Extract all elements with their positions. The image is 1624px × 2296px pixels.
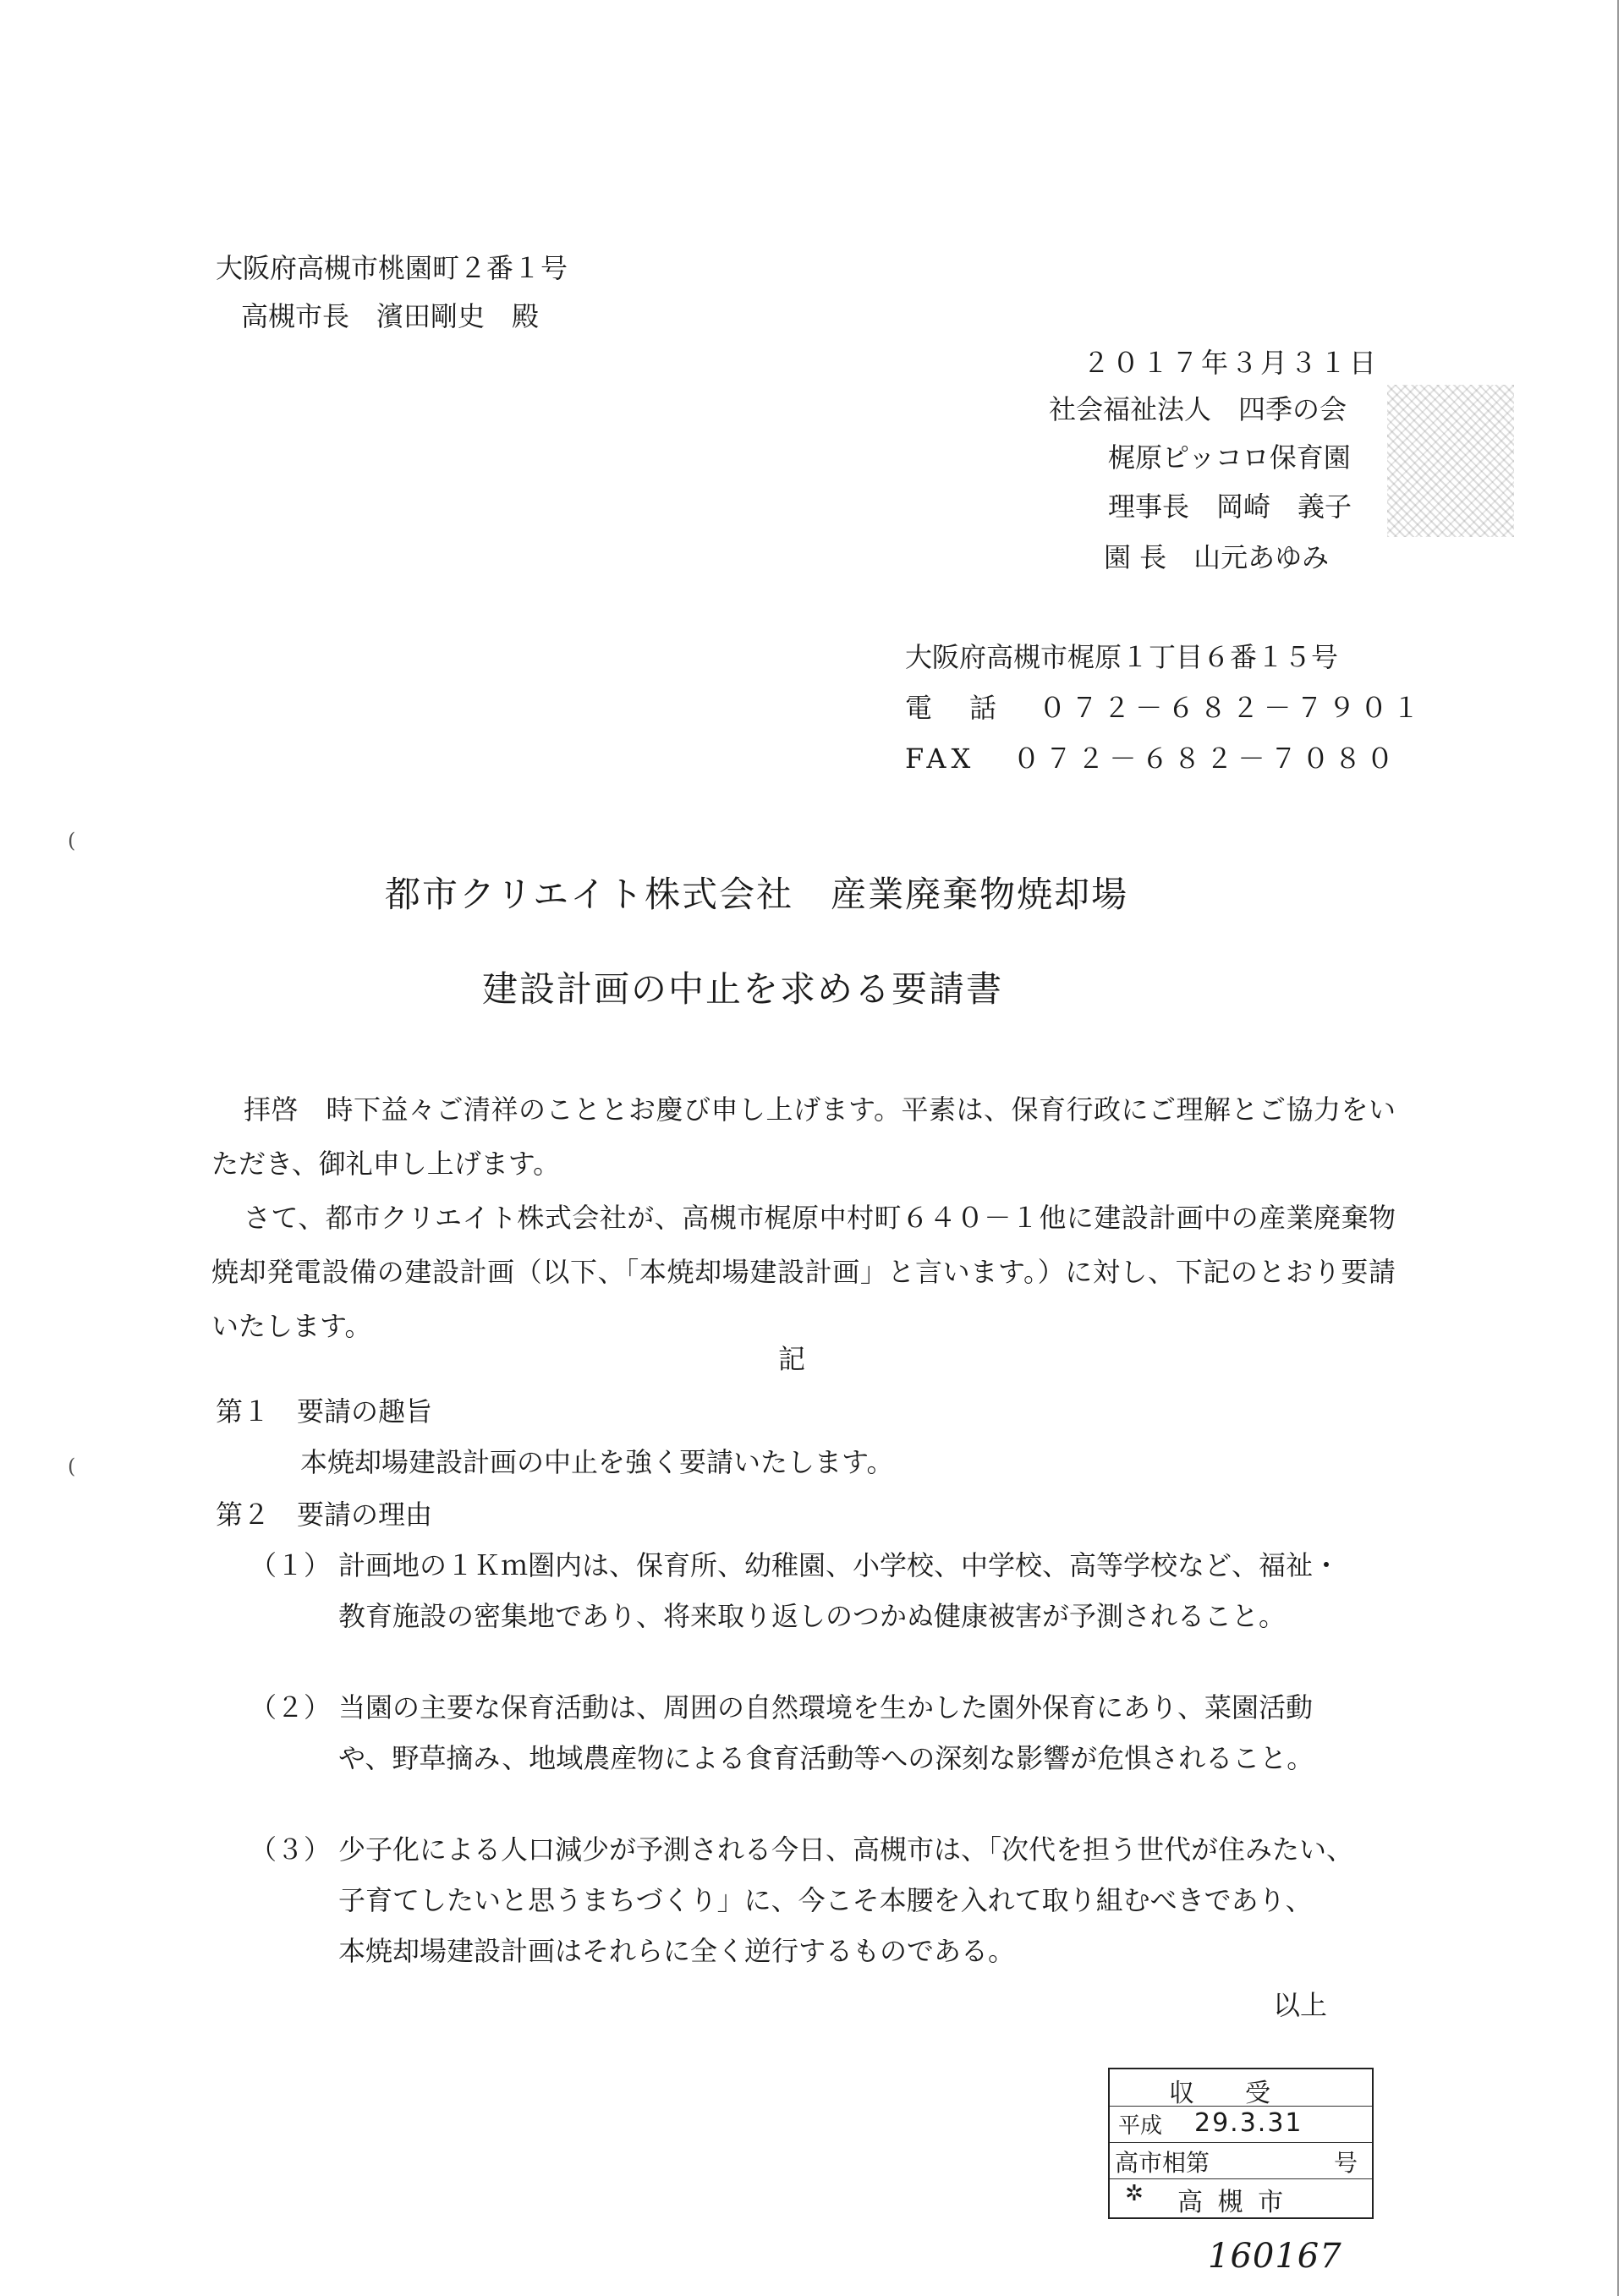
stamp-office: 高市相第 [1115, 2149, 1210, 2177]
reason-2-line1: 当園の主要な保育活動は、周囲の自然環境を生かした園外保育にあり、菜園活動 [338, 1691, 1314, 1723]
scan-mark-1: ( [68, 829, 76, 852]
document-title-line1: 都市クリエイト株式会社 産業廃棄物焼却場 [385, 874, 1129, 915]
sender-address: 大阪府高槻市梶原１丁目６番１５号 [905, 641, 1339, 673]
addressee-name: 高槻市長 濱田剛史 殿 [241, 300, 540, 332]
sender-fax [905, 743, 1399, 775]
phone-number: ０７２－６８２－７９０１ [1039, 692, 1425, 724]
stamp-city-row [1110, 2178, 1372, 2215]
sender-facility: 梶原ピッコロ保育園 [1108, 441, 1351, 474]
sender-org: 社会福祉法人 四季の会 [1049, 393, 1347, 425]
sender-chairman: 理事長 岡崎 義子 [1108, 490, 1352, 523]
stamp-header: 収 受 [1169, 2079, 1270, 2108]
addressee-address: 大阪府高槻市桃園町２番１号 [216, 252, 568, 284]
reason-1-number: （１） [250, 1549, 332, 1581]
handwritten-number: 160167 [1208, 2237, 1342, 2276]
letter-date: ２０１７年３月３１日 [1083, 347, 1380, 379]
city-emblem-icon: ✲ [1125, 2181, 1144, 2206]
reason-2-line2: や、野草摘み、地域農産物による食育活動等への深刻な影響が危惧されること。 [338, 1742, 1314, 1774]
reason-1-line1: 計画地の１Ｋｍ圏内は、保育所、幼稚園、小学校、中学校、高等学校など、福祉・ [338, 1549, 1341, 1581]
receipt-stamp [1108, 2068, 1374, 2219]
organization-seal [1387, 385, 1514, 537]
stamp-suffix: 号 [1334, 2149, 1358, 2177]
stamp-date-row [1110, 2106, 1372, 2143]
stamp-era: 平成 [1118, 2113, 1163, 2139]
reason-3-number: （３） [250, 1833, 332, 1866]
fax-number: ０７２－６８２－７０８０ [1012, 743, 1399, 775]
reason-3-line3: 本焼却場建設計画はそれらに全く逆行するものである。 [338, 1935, 1016, 1967]
stamp-number-row [1110, 2142, 1372, 2179]
reason-3-line2: 子育てしたいと思うまちづくり」に、今こそ本腰を入れて取り組むべきであり、 [338, 1884, 1313, 1916]
reason-2-number: （２） [250, 1691, 332, 1723]
document-title-line2: 建設計画の中止を求める要請書 [482, 968, 1004, 1010]
sender-director: 園 長 山元あゆみ [1104, 541, 1330, 573]
page-edge-line [1617, 0, 1619, 2296]
phone-label: 電 話 [905, 692, 1002, 724]
stamp-date: 29.3.31 [1194, 2108, 1303, 2138]
section1-label: 第１ 要請の趣旨 [216, 1395, 433, 1427]
scan-mark-2: ( [68, 1455, 76, 1478]
stamp-header-row [1110, 2069, 1372, 2107]
stamp-city: 高 槻 市 [1177, 2188, 1287, 2217]
greeting-paragraph: 拝啓 時下益々ご清祥のこととお慶び申し上げます。平素は、保育行政にご理解とご協力をいただき、御礼申し上げます。 [211, 1093, 1396, 1180]
sender-phone [905, 692, 1424, 724]
fax-label: FAX [905, 743, 976, 775]
ki-heading: 記 [778, 1343, 806, 1375]
reason-1-line2: 教育施設の密集地であり、将来取り返しのつかぬ健康被害が予測されること。 [338, 1600, 1287, 1632]
section1-text: 本焼却場建設計画の中止を強く要請いたします。 [300, 1446, 894, 1478]
section2-label: 第２ 要請の理由 [216, 1499, 433, 1531]
request-paragraph: さて、都市クリエイト株式会社が、高槻市梶原中村町６４０－１他に建設計画中の産業廃棄物焼却発電設備の建設計画（以下、「本焼却場建設計画」と言います。）に対し、下記のとおり要請いたします。 [211, 1202, 1396, 1342]
reason-3-line1: 少子化による人口減少が予測される今日、高槻市は、「次代を担う世代が住みたい、 [338, 1833, 1354, 1866]
closing-text: 以上 [1273, 1989, 1328, 2021]
